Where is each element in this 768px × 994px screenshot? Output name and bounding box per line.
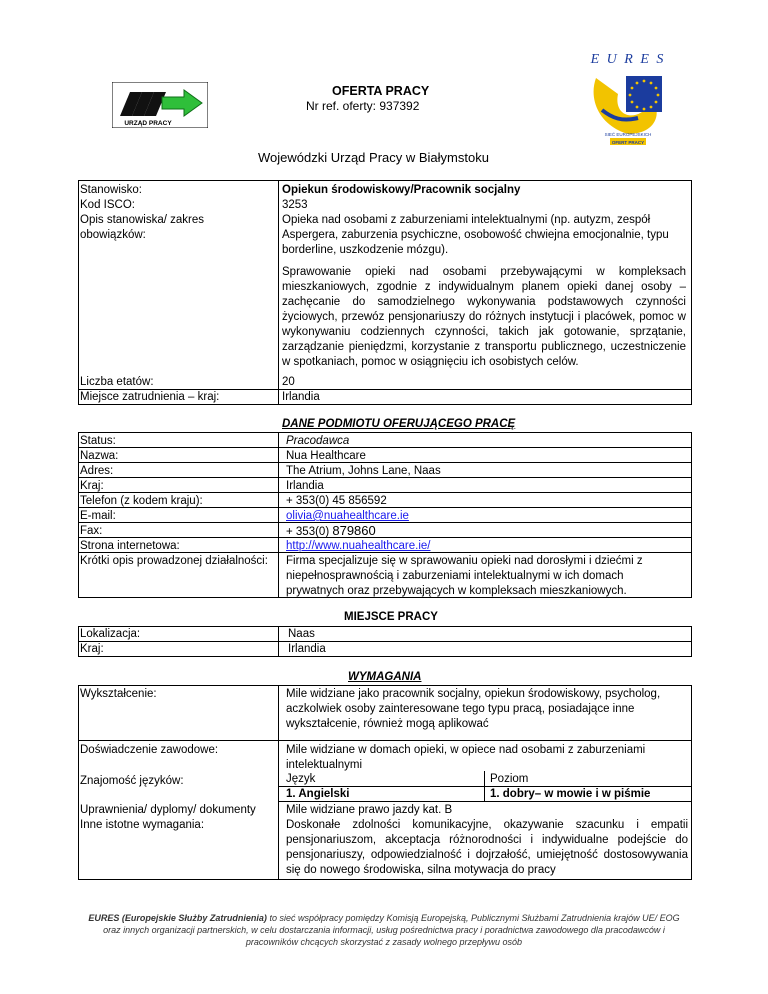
label-wyksztalcenie: Wykształcenie:	[80, 688, 157, 700]
employer-heading: DANE PODMIOTU OFERUJĄCEGO PRACĘ	[282, 418, 516, 430]
label-kraj: Kraj:	[80, 480, 104, 492]
language-english-level: 1. dobry– w mowie i w piśmie	[490, 788, 651, 800]
offer-ref: Nr ref. oferty: 937392	[306, 99, 420, 113]
label-fax: Fax:	[80, 525, 103, 537]
workplace-country: Irlandia	[282, 391, 320, 403]
education-requirement: Mile widziane jako pracownik socjalny, opiekun środowiskowy, psycholog, aczkolwiek osoby zainteresowane tego typu pracą, posiadające inne wykształcenie, również mogą aplikować	[286, 688, 661, 730]
footer-note-bold: EURES (Europejskie Służby Zatrudnienia)	[88, 913, 267, 923]
label-etaty: Liczba etatów:	[80, 376, 154, 388]
eures-logo-letters: E U R E S	[590, 52, 666, 67]
footer-note-text: to sieć współpracy pomiędzy Komisją Europejską, Publicznymi Służbami Zatrudnienia krajów UE/ EOG oraz innych organizacji partnerskich, w celu dostarczania informacji, usług pośrednictwa pracy i poradnictwa zawodowego dla pracodawców i pracowników chcących skorzystać z zasady wolnego przepływu osób	[103, 913, 680, 947]
isco-code: 3253	[282, 199, 308, 211]
label-lokalizacja: Lokalizacja:	[80, 628, 141, 640]
location-heading: MIEJSCE PRACY	[344, 611, 438, 623]
label-telefon: Telefon (z kodem kraju):	[80, 495, 203, 507]
label-email: E-mail:	[80, 510, 116, 522]
licenses-requirement: Mile widziane prawo jazdy kat. B	[286, 804, 453, 816]
employer-status: Pracodawca	[286, 435, 350, 447]
employer-fax-number: 879860	[332, 523, 376, 538]
label-inne: Inne istotne wymagania:	[80, 819, 205, 831]
label-stanowisko: Stanowisko:	[80, 184, 143, 196]
location-country: Irlandia	[288, 643, 326, 655]
employer-country: Irlandia	[286, 480, 324, 492]
employer-phone: + 353(0) 45 856592	[286, 495, 387, 507]
urzad-pracy-logo-text: URZĄD PRACY	[124, 120, 172, 127]
label-kraj-lokalizacji: Kraj:	[80, 643, 104, 655]
eures-logo-sub2: OFERT PRACY	[611, 140, 645, 145]
language-header-language: Język	[286, 773, 316, 785]
positions-count: 20	[282, 376, 295, 388]
label-opis-dzialalnosci: Krótki opis prowadzonej działalności:	[80, 555, 268, 567]
label-miejsce: Miejsce zatrudnienia – kraj:	[80, 391, 220, 403]
label-www: Strona internetowa:	[80, 540, 180, 552]
label-uprawnienia: Uprawnienia/ dyplomy/ dokumenty	[80, 804, 256, 816]
label-jezyki: Znajomość języków:	[80, 775, 184, 787]
employer-address: The Atrium, Johns Lane, Naas	[286, 465, 441, 477]
employer-fax-prefix: + 353(0)	[286, 526, 333, 538]
employer-description: Firma specjalizuje się w sprawowaniu opieki nad dorosłymi i dziećmi z niepełnosprawnością i zaburzeniami intelektualnymi w ich domach prywatnych oraz przebywających w kompleksach mieszkaniowych.	[286, 555, 643, 597]
job-description-1: Opieka nad osobami z zaburzeniami intelektualnymi (np. autyzm, zespół Aspergera, zaburzenia psychiczne, osobowość chwiejna emocjonalnie, typu borderline, uszkodzenie mózgu).	[282, 214, 669, 256]
job-title: Opiekun środowiskowy/Pracownik socjalny	[282, 184, 521, 196]
label-opis-1: Opis stanowiska/ zakres	[80, 214, 204, 226]
location-city: Naas	[288, 628, 315, 640]
job-description-2: Sprawowanie opieki nad osobami przebywającymi w kompleksach mieszkaniowych, zgodnie z indywidualnym planem opieki danej osoby – zachęcanie do samodzielnego wykonywania podstawowych czynności życiowych, przewóz pensjonariuszy do różnych instytucji i placówek, pomoc w wykonywaniu codziennych czynności, takich jak gotowanie, sprzątanie, zarządzanie pieniędzmi, korzystanie z transportu publicznego, uczestniczenie w spotkaniach, pomoc w osiągnięciu ich osobistych celów.	[282, 266, 686, 368]
label-nazwa: Nazwa:	[80, 450, 119, 462]
other-requirements: Doskonałe zdolności komunikacyjne, okazywanie szacunku i empatii pensjonariuszom, akceptacja różnorodności i indywidualne podejście do pensjonariuszy, odpowiedzialność i dojrzałość, umiejętność dostosowywania się do nowego środowiska, silna motywacja do pracy	[286, 819, 688, 876]
employer-email-link[interactable]: olivia@nuahealthcare.ie	[286, 510, 409, 522]
offer-title: OFERTA PRACY	[332, 84, 430, 98]
urzad-pracy-logo	[112, 82, 208, 128]
eures-logo-sub1: SIEĆ EUROPEJSKICH	[604, 132, 652, 137]
language-header-level: Poziom	[490, 773, 529, 785]
language-english: 1. Angielski	[286, 788, 350, 800]
label-adres: Adres:	[80, 465, 114, 477]
label-doswiadczenie: Doświadczenie zawodowe:	[80, 744, 219, 756]
label-isco: Kod ISCO:	[80, 199, 135, 211]
label-status: Status:	[80, 435, 116, 447]
office-name: Wojewódzki Urząd Pracy w Białymstoku	[258, 150, 489, 165]
eures-logo	[582, 48, 674, 148]
footer-note	[86, 912, 682, 948]
employer-name: Nua Healthcare	[286, 450, 366, 462]
employer-fax	[286, 523, 376, 540]
label-opis-2: obowiązków:	[80, 229, 146, 241]
employer-website-link[interactable]: http://www.nuahealthcare.ie/	[286, 540, 431, 552]
requirements-heading: WYMAGANIA	[348, 671, 422, 683]
experience-requirement: Mile widziane w domach opieki, w opiece nad osobami z zaburzeniami intelektualnymi	[286, 744, 646, 771]
